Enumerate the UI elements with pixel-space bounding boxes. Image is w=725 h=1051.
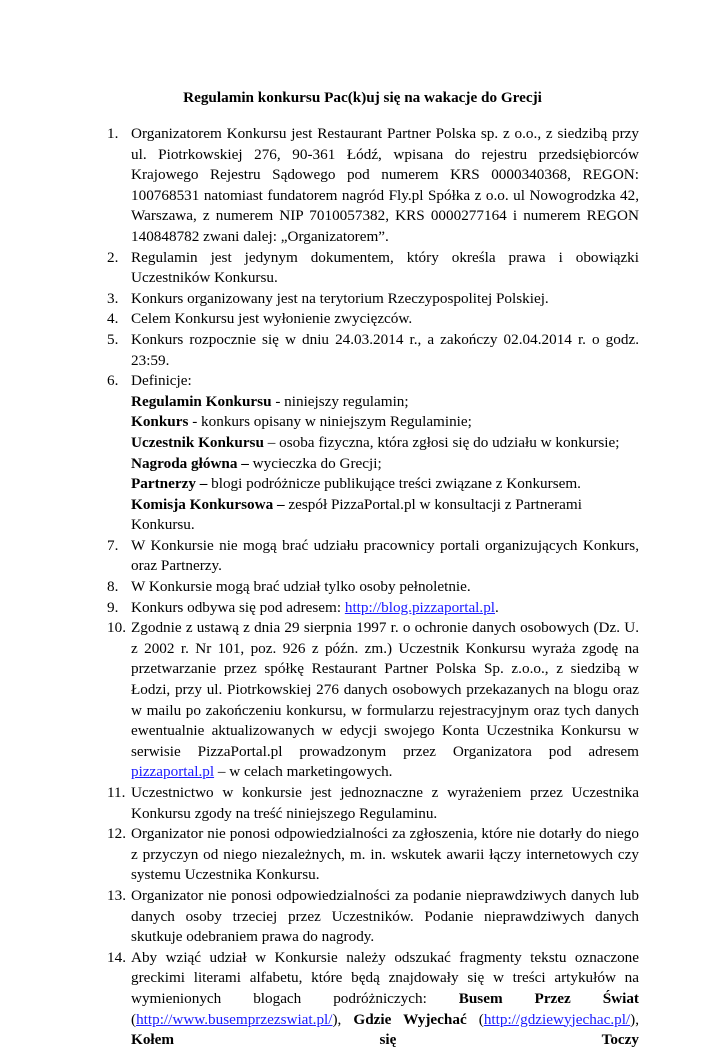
item-text: Aby wziąć udział w Konkursie należy odszukać fragmenty tekstu oznaczone greckimi literami alfabetu, które będą znajdowały się w treści artykułów na wymienionych blogach podróżniczych: [131,948,639,1007]
item-number: 7. [107,536,119,554]
item-number: 5. [107,330,119,348]
definition-desc: zespół PizzaPortal.pl w konsultacji z Partnerami Konkursu. [131,495,582,534]
item-text: Organizator nie ponosi odpowiedzialności za podanie nieprawdziwych danych lub danych osoby trzeciej przez Uczestników. Podanie nieprawdziwych danych skutkuje odebraniem prawa do nagrody. [131,886,639,946]
item-number: 9. [107,598,119,616]
item-text: Organizatorem Konkursu jest Restaurant Partner Polska sp. z o.o., z siedzibą przy ul. Piotrkowskiej 276, 90-361 Łódź, wpisana do rejestru przedsiębiorców Krajowego Rejestru Sądowego pod numerem KRS 0000340368, REGON: 100768531 natomiast fundatorem nagród Fly.pl Spółka z o.o. ul Nowogrodzka 42, Warszawa, z numerem NIP 7010057382, KRS 0000277164 i numerem REGON 140848782 zwani dalej: „Organizatorem”. [131,125,639,245]
list-item-definitions [0,371,725,536]
item-text: Konkurs rozpocznie się w dniu 24.03.2014 r., a zakończy 02.04.2014 r. o godz. 23:59. [131,330,639,369]
list-item [0,618,725,783]
definition-term: Regulamin Konkursu [131,392,272,410]
list-item [0,330,725,371]
definition-desc: – osoba fizyczna, która zgłosi się do udziału w konkursie; [263,433,620,451]
blog-name: Gdzie Wyjechać [353,1010,467,1028]
definition-desc: - konkurs opisany w niniejszym Regulaminie; [188,413,472,431]
list-item [0,124,725,248]
list-item [0,577,725,598]
item-text: Organizator nie ponosi odpowiedzialności za zgłoszenia, które nie dotarły do niego z przyczyn od niego niezależnych, m. in. wskutek awarii łączy internetowych czy systemu Uczestnika Konkursu. [131,825,639,884]
item-number: 10. [107,619,126,637]
item-text: W Konkursie mogą brać udział tylko osoby pełnoletnie. [131,578,471,596]
definition-term: Nagroda główna – [131,454,249,472]
definition [131,474,639,495]
item-number: 11. [107,784,126,801]
list-item [0,886,725,948]
definition-term: Konkurs [131,413,189,431]
list-item [0,783,725,824]
item-text: Zgodnie z ustawą z dnia 29 sierpnia 1997 r. o ochronie danych osobowych (Dz. U. z 2002 r. Nr 101, poz. 926 z późn. zm.) Uczestnik Konkursu wyraża zgodę na przetwarzanie przez spółkę Restaurant Partner Polska Sp. z.o.o., z siedzibą w Łodzi, przy ul. Piotrkowskiej 276 danych osobowych przekazanych na blogu oraz w mailu po zakończeniu konkursu, w formularzu rejestracyjnym oraz tych danych ewentualnie aktualizowanych w edycji swojego Konta Uczestnika Konkursu w serwisie PizzaPortal.pl prowadzonym przez Organizatora pod adresem [131,619,639,760]
list-item [0,289,725,310]
blog-link[interactable]: http://www.busemprzezswiat.pl/ [136,1010,333,1028]
blog-name: Kołem się Toczy [131,1031,639,1049]
list-item [0,248,725,289]
item-text: Regulamin jest jedynym dokumentem, który określa prawa i obowiązki Uczestników Konkursu. [131,248,639,287]
blog-url-link[interactable]: http://blog.pizzaportal.pl [344,598,496,616]
definition-desc: blogi podróżnicze publikujące treści związane z Konkursem. [207,475,581,493]
list-item [0,536,725,577]
definition [131,454,639,475]
item-text: W Konkursie nie mogą brać udziału pracownicy portali organizujących Konkurs, oraz Partnerzy. [131,536,639,575]
item-text: Konkurs odbywa się pod adresem: [131,598,345,616]
definition [131,392,639,413]
definition-desc: - niniejszy regulamin; [271,392,409,410]
list-item [0,824,725,886]
item-text-after: . [495,598,499,616]
definition-term: Uczestnik Konkursu [131,433,264,451]
item-text: Definicje: [131,372,192,390]
item-number: 6. [107,372,119,390]
item-number: 12. [107,825,126,843]
definition [131,412,639,433]
item-number: 2. [107,248,119,266]
item-number: 1. [107,125,119,142]
item-number: 13. [107,886,126,904]
item-number: 4. [107,310,119,328]
definition-term: Partnerzy – [131,475,208,493]
blog-name: Busem Przez Świat [458,989,639,1007]
item-number: 14. [107,948,126,966]
item-number: 3. [107,289,119,307]
list-item [0,309,725,330]
item-text: Uczestnictwo w konkursie jest jednoznaczne z wyrażeniem przez Uczestnika Konkursu zgody na treść niniejszego Regulaminu. [131,784,639,822]
list-item: 14. Aby wziąć udział w Konkursie należy odszukać fragmenty tekstu oznaczone greckimi literami alfabetu, które będą znajdowały się w treści artykułów na wymienionych blogach podróżniczych: Busem Przez Świat (http://www.busemprzezswiat.pl/), Gdzie Wyjechać (http://gdziewyjechac.pl/), Kołem się Toczy [107,948,640,1049]
item-number: 8. [107,578,119,596]
definition-term: Komisja Konkursowa – [131,495,285,513]
document-title: Regulamin konkursu Pac(k)uj się na wakacje do Grecji [183,89,542,106]
definition [131,433,639,454]
pizzaportal-link[interactable]: pizzaportal.pl [131,763,215,781]
rules-list [0,124,725,1051]
definition-desc: wycieczka do Grecji; [248,454,382,472]
item-text: Celem Konkursu jest wyłonienie zwycięzców. [131,310,413,328]
list-item [0,598,725,619]
item-text-after: – w celach marketingowych. [214,763,393,781]
blog-link[interactable]: http://gdziewyjechac.pl/ [483,1010,631,1028]
item-text: Konkurs organizowany jest na terytorium Rzeczypospolitej Polskiej. [131,289,549,307]
definition [131,495,639,536]
